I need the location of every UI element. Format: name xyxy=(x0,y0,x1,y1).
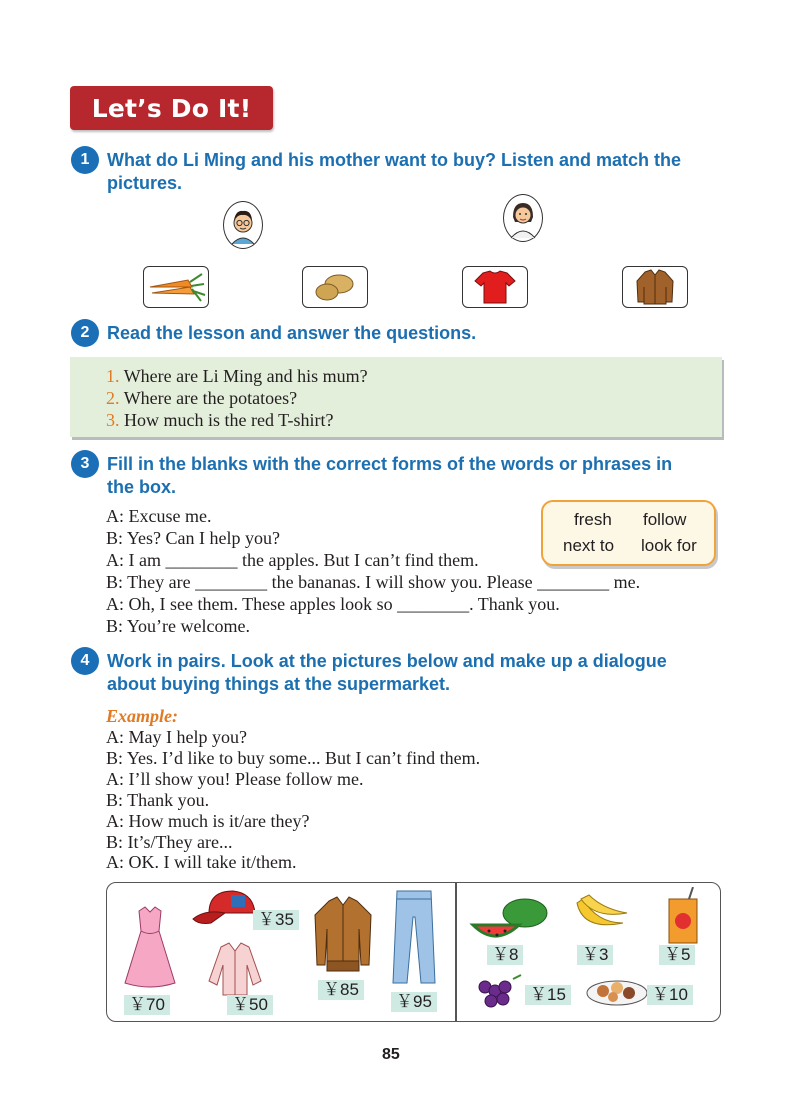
bananas-price: ￥3 xyxy=(577,945,613,965)
jeans-price: ￥95 xyxy=(391,992,437,1012)
section-4-number: 4 xyxy=(71,647,99,675)
example-line: B: It’s/They are... xyxy=(106,832,233,852)
dialogue-line: B: Yes? Can I help you? xyxy=(106,528,280,548)
dialogue-line: A: Excuse me. xyxy=(106,506,212,526)
bananas-icon xyxy=(573,893,631,946)
jeans-icon xyxy=(389,887,439,992)
word-box xyxy=(541,500,716,566)
dialogue-line: B: You’re welcome. xyxy=(106,616,250,636)
word-box-item: follow xyxy=(643,510,687,529)
section-4-heading-line2: about buying things at the supermarket. xyxy=(107,674,451,694)
example-line: B: Thank you. xyxy=(106,790,210,810)
mother-avatar-icon xyxy=(503,194,543,242)
juice-box-icon xyxy=(665,887,701,950)
question-item xyxy=(106,409,333,431)
cap-icon xyxy=(189,885,263,932)
dress-price: ￥70 xyxy=(124,995,170,1015)
section-2-number: 2 xyxy=(71,319,99,347)
question-number: 2. xyxy=(106,388,120,408)
question-number: 3. xyxy=(106,410,120,430)
brown-jacket-picture xyxy=(622,266,688,308)
word-box-item: look for xyxy=(641,536,697,555)
question-text: Where are Li Ming and his mum? xyxy=(123,366,368,386)
cookies-price: ￥10 xyxy=(647,985,693,1005)
section-1-heading-line1: What do Li Ming and his mother want to buy? Listen and match the xyxy=(107,150,681,170)
question-item xyxy=(106,365,368,387)
example-line: A: May I help you? xyxy=(106,727,247,747)
dialogue-line: A: I am ________ the apples. But I can’t find them. xyxy=(106,550,479,570)
word-box-item: next to xyxy=(563,536,615,555)
question-item xyxy=(106,387,297,409)
section-1-number: 1 xyxy=(71,146,99,174)
blouse-icon xyxy=(203,941,267,1002)
dialogue-line: B: They are ________ the bananas. I will show you. Please ________ me. xyxy=(106,572,641,592)
jacket-price: ￥85 xyxy=(318,980,364,1000)
section-1-heading xyxy=(107,149,727,195)
cookies-icon xyxy=(585,975,649,1012)
jacket-icon xyxy=(311,895,375,980)
juice-price: ￥5 xyxy=(659,945,695,965)
question-text: How much is the red T-shirt? xyxy=(124,410,334,430)
red-t-shirt-picture xyxy=(462,266,528,308)
section-3-heading-line1: Fill in the blanks with the correct forms of the words or phrases in xyxy=(107,454,673,474)
watermelon-price: ￥8 xyxy=(487,945,523,965)
carrots-picture xyxy=(143,266,209,308)
grapes-icon xyxy=(473,973,525,1018)
example-line: B: Yes. I’d like to buy some... But I can’t find them. xyxy=(106,748,481,768)
section-3-heading xyxy=(107,453,727,499)
cap-price: ￥35 xyxy=(253,910,299,930)
li-ming-avatar-icon xyxy=(223,201,263,249)
dialogue-line: A: Oh, I see them. These apples look so ________. Thank you. xyxy=(106,594,560,614)
section-3-heading-line2: the box. xyxy=(107,477,177,497)
section-1-heading-line2: pictures. xyxy=(107,173,183,193)
questions-box xyxy=(70,357,722,437)
example-line: A: How much is it/are they? xyxy=(106,811,310,831)
price-pictures-box xyxy=(106,882,721,1022)
section-4-heading-line1: Work in pairs. Look at the pictures below and make up a dialogue xyxy=(107,651,667,671)
page-number: 85 xyxy=(382,1046,400,1063)
example-line: A: I’ll show you! Please follow me. xyxy=(106,769,364,789)
dress-icon xyxy=(119,905,181,996)
grapes-price: ￥15 xyxy=(525,985,571,1005)
divider xyxy=(455,883,457,1021)
example-line: A: OK. I will take it/them. xyxy=(106,852,297,872)
example-label: Example: xyxy=(106,706,178,726)
potatoes-picture xyxy=(302,266,368,308)
question-number: 1. xyxy=(106,366,120,386)
section-4-heading xyxy=(107,650,727,696)
blouse-price: ￥50 xyxy=(227,995,273,1015)
word-box-item: fresh xyxy=(574,510,612,529)
section-banner: Let’s Do It! xyxy=(70,86,273,130)
section-3-number: 3 xyxy=(71,450,99,478)
section-2-heading: Read the lesson and answer the questions. xyxy=(107,323,477,343)
question-text: Where are the potatoes? xyxy=(123,388,298,408)
watermelon-icon xyxy=(469,895,553,952)
